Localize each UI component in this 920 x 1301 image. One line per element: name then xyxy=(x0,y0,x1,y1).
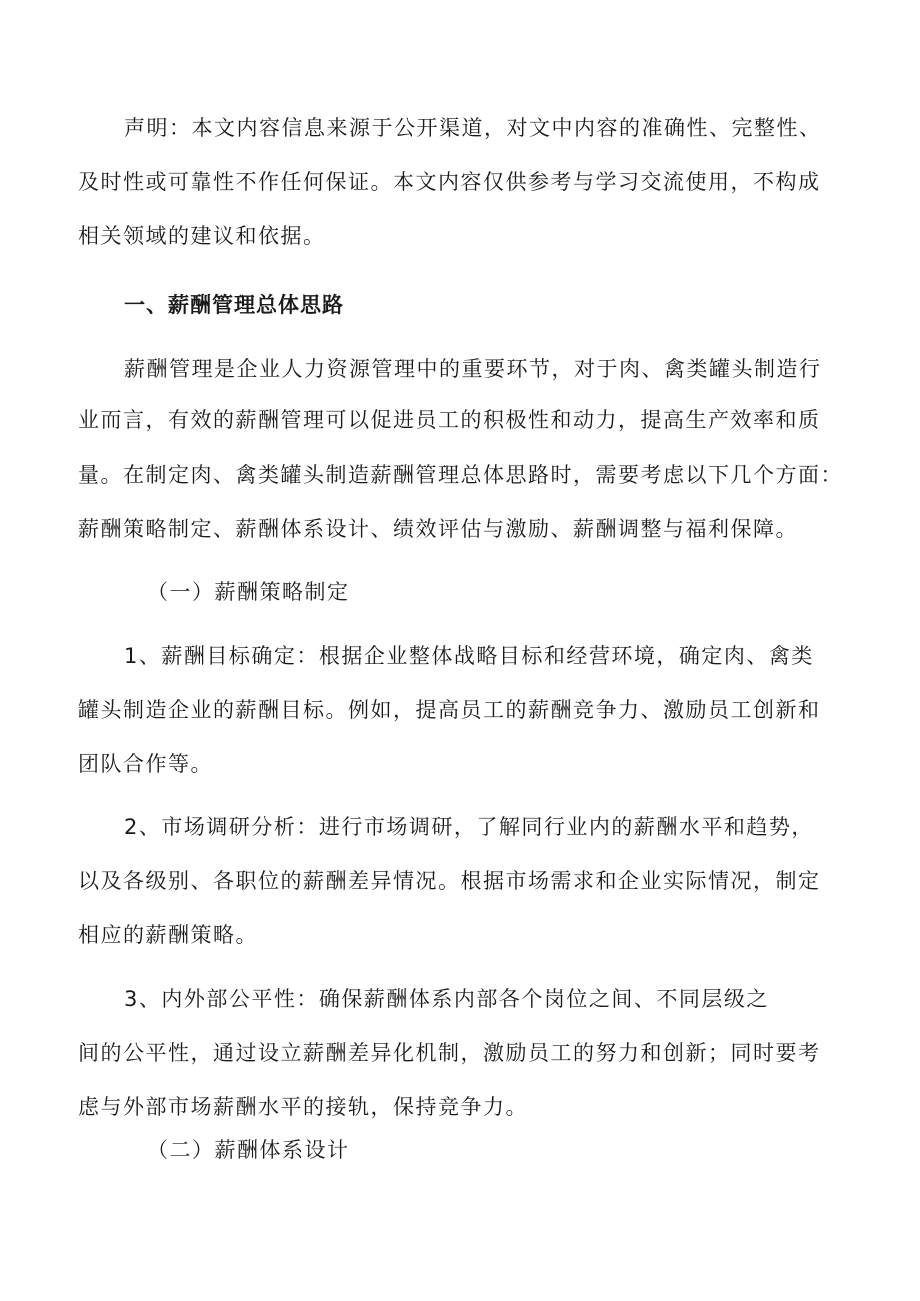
item3-line-1: 3、内外部公平性：确保薪酬体系内部各个岗位之间、不同层级之 xyxy=(124,987,769,1011)
disclaimer-line-1: 声明：本文内容信息来源于公开渠道，对文中内容的准确性、完整性、 xyxy=(124,116,822,140)
subheading-2: （二）薪酬体系设计 xyxy=(147,1138,350,1162)
item2-line-3: 相应的薪酬策略。 xyxy=(78,923,258,947)
item2-line-2: 以及各级别、各职位的薪酬差异情况。根据市场需求和企业实际情况，制定 xyxy=(78,869,821,893)
disclaimer-line-3: 相关领域的建议和依据。 xyxy=(78,224,326,248)
item1-line-3: 团队合作等。 xyxy=(78,752,213,776)
intro-line-3: 量。在制定肉、禽类罐头制造薪酬管理总体思路时，需要考虑以下几个方面： xyxy=(78,463,843,487)
intro-line-1: 薪酬管理是企业人力资源管理中的重要环节，对于肉、禽类罐头制造行 xyxy=(124,357,822,381)
intro-line-4: 薪酬策略制定、薪酬体系设计、绩效评估与激励、薪酬调整与福利保障。 xyxy=(78,517,798,541)
item1-line-2: 罐头制造企业的薪酬目标。例如，提高员工的薪酬竞争力、激励员工创新和 xyxy=(78,698,821,722)
item2-line-1: 2、市场调研分析：进行市场调研，了解同行业内的薪酬水平和趋势， xyxy=(124,815,814,839)
disclaimer-line-2: 及时性或可靠性不作任何保证。本文内容仅供参考与学习交流使用，不构成 xyxy=(78,170,821,194)
intro-line-2: 业而言，有效的薪酬管理可以促进员工的积极性和动力，提高生产效率和质 xyxy=(78,408,821,432)
subheading-1: （一）薪酬策略制定 xyxy=(147,580,350,604)
item3-line-2: 间的公平性，通过设立薪酬差异化机制，激励员工的努力和创新；同时要考 xyxy=(78,1041,821,1065)
item1-line-1: 1、薪酬目标确定：根据企业整体战略目标和经营环境，确定肉、禽类 xyxy=(124,644,814,668)
item3-line-3: 虑与外部市场薪酬水平的接轨，保持竞争力。 xyxy=(78,1095,528,1119)
section-heading: 一、薪酬管理总体思路 xyxy=(124,293,344,317)
